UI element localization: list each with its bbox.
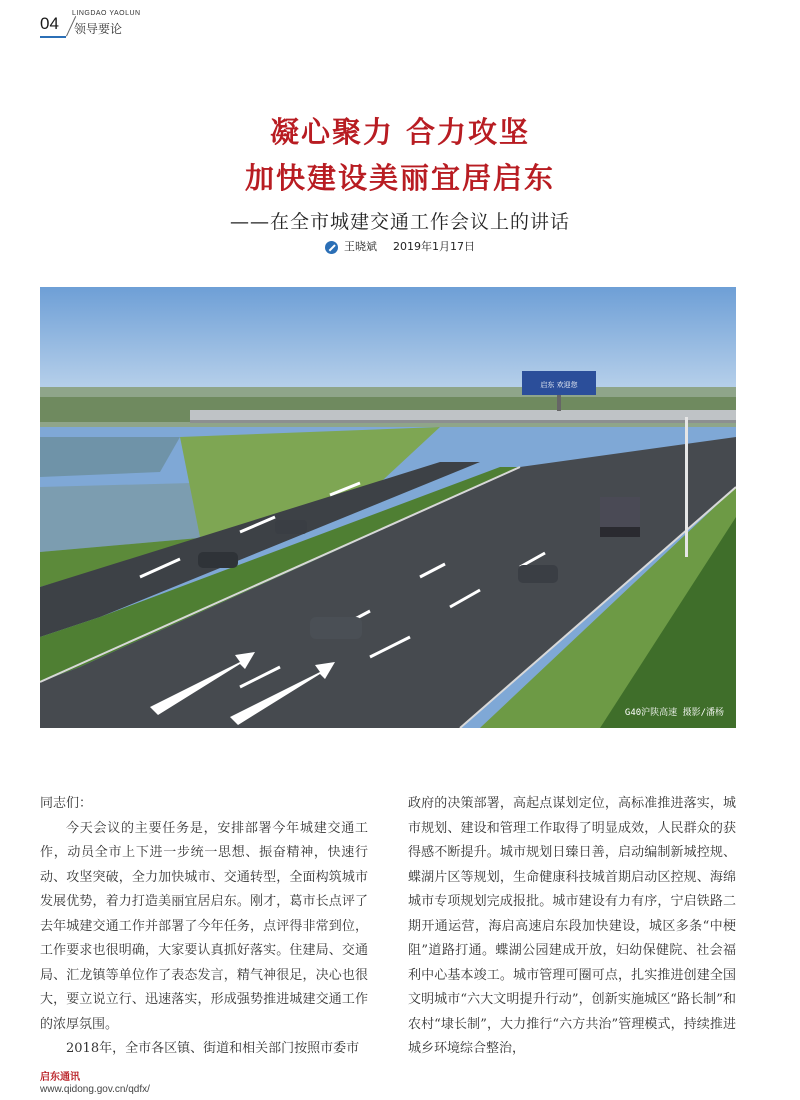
publication-logo: 启东通讯 (40, 1072, 80, 1083)
highway-photo (40, 287, 736, 728)
page-number: 04 (40, 14, 59, 33)
salutation: 同志们： (40, 796, 93, 811)
author-name: 王晓斌 (344, 240, 377, 253)
article-subtitle: ——在全市城建交通工作会议上的讲话 (229, 211, 570, 233)
billboard-text: 启东 欢迎您 (540, 381, 578, 389)
pen-icon (325, 241, 338, 254)
page-header (40, 8, 360, 38)
article-title-line2: 加快建设美丽宜居启东 (244, 161, 555, 195)
body-column-left (40, 792, 368, 1062)
section-name-cn: 领导要论 (74, 22, 123, 36)
body-column-right (408, 792, 736, 1062)
highway-illustration (40, 287, 736, 728)
header-accent-rule (40, 36, 66, 38)
body-paragraph-continued: 政府的决策部署，高起点谋划定位，高标准推进落实，城市规划、建设和管理工作取得了明显成效，人民群众的获得感不断提升。城市规划日臻日善，启动编制新城控规、蝶湖片区等规划，生命健康科技城首期启动区控规、海绵城市专项规划完成报批。城市建设有力有序，宁启铁路二期开通运营，海启高速启东段加快建设，城区多条“中梗阻”道路打通。蝶湖公园建成开放，妇幼保健院、社会福利中心基本竣工。城市管理可圈可点，扎实推进创建全国文明城市“六大文明提升行动”，创新实施城区“路长制”和农村“埭长制”，大力推行“六方共治”管理模式，持续推进城乡环境综合整治， (408, 796, 736, 1056)
body-paragraph-1: 今天会议的主要任务是，安排部署今年城建交通工作，动员全市上下进一步统一思想、振奋精神，快速行动、攻坚突破，全力加快城市、交通转型，全面构筑城市发展优势，着力打造美丽宜居启东。刚才，葛市长点评了去年城建交通工作并部署了今年任务，点评得非常到位，工作要求也很明确，大家要认真抓好落实。住建局、交通局、汇龙镇等单位作了表态发言，精气神很足，决心也很大，要立说立行、迅速落实，形成强势推进城建交通工作的浓厚氛围。 (40, 820, 368, 1032)
article-title-line1: 凝心聚力 合力攻坚 (269, 115, 531, 149)
photo-caption: G40沪陕高速 摄影/潘杨 (624, 708, 724, 718)
section-name-en: LINGDAO YAOLUN (72, 10, 141, 17)
page-footer (40, 1068, 150, 1095)
byline (0, 238, 800, 254)
footer-url[interactable]: www.qidong.gov.cn/qdfx/ (40, 1084, 150, 1095)
article-date: 2019年1月17日 (393, 240, 475, 253)
body-paragraph-2: 2018年，全市各区镇、街道和相关部门按照市委市 (66, 1041, 360, 1056)
